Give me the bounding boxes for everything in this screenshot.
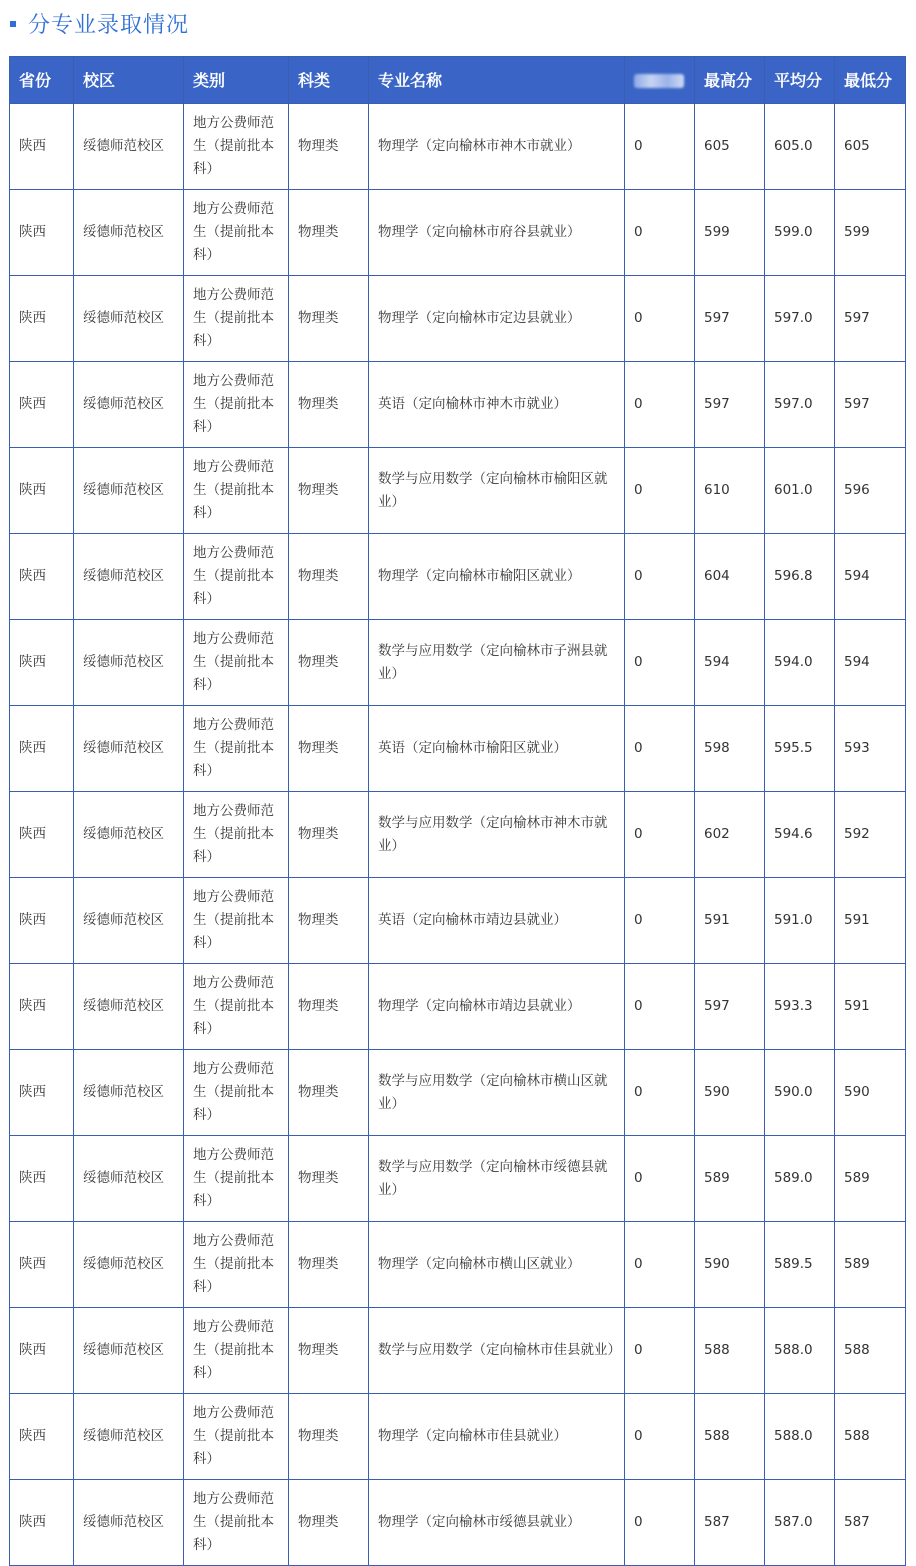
cell-max-score: 590 — [695, 1222, 765, 1308]
cell-province: 陕西 — [10, 190, 74, 276]
cell-avg-score: 593.3 — [765, 964, 835, 1050]
cell-major: 数学与应用数学（定向榆林市榆阳区就业） — [369, 448, 625, 534]
cell-avg-score: 591.0 — [765, 878, 835, 964]
cell-max-score: 588 — [695, 1308, 765, 1394]
cell-count: 0 — [625, 534, 695, 620]
cell-min-score: 597 — [835, 276, 906, 362]
cell-province: 陕西 — [10, 706, 74, 792]
cell-major: 物理学（定向榆林市神木市就业） — [369, 104, 625, 190]
cell-subject-type: 物理类 — [289, 620, 369, 706]
cell-major: 数学与应用数学（定向榆林市横山区就业） — [369, 1050, 625, 1136]
table-row — [10, 1394, 906, 1480]
cell-category: 地方公费师范生（提前批本科） — [184, 534, 289, 620]
table-row — [10, 1222, 906, 1308]
cell-campus: 绥德师范校区 — [74, 1394, 184, 1480]
cell-count: 0 — [625, 964, 695, 1050]
cell-category: 地方公费师范生（提前批本科） — [184, 276, 289, 362]
cell-subject-type: 物理类 — [289, 104, 369, 190]
cell-max-score: 604 — [695, 534, 765, 620]
cell-major: 物理学（定向榆林市定边县就业） — [369, 276, 625, 362]
header-province: 省份 — [10, 57, 74, 104]
cell-count: 0 — [625, 276, 695, 362]
cell-max-score: 597 — [695, 964, 765, 1050]
cell-campus: 绥德师范校区 — [74, 276, 184, 362]
cell-major: 数学与应用数学（定向榆林市神木市就业） — [369, 792, 625, 878]
cell-avg-score: 594.0 — [765, 620, 835, 706]
table-row — [10, 190, 906, 276]
blurred-header-text — [634, 74, 684, 88]
cell-province: 陕西 — [10, 792, 74, 878]
cell-category: 地方公费师范生（提前批本科） — [184, 620, 289, 706]
cell-max-score: 610 — [695, 448, 765, 534]
cell-subject-type: 物理类 — [289, 1480, 369, 1566]
cell-min-score: 594 — [835, 620, 906, 706]
cell-category: 地方公费师范生（提前批本科） — [184, 792, 289, 878]
cell-category: 地方公费师范生（提前批本科） — [184, 1480, 289, 1566]
cell-province: 陕西 — [10, 362, 74, 448]
cell-count: 0 — [625, 1394, 695, 1480]
cell-subject-type: 物理类 — [289, 878, 369, 964]
cell-max-score: 597 — [695, 362, 765, 448]
cell-major: 物理学（定向榆林市横山区就业） — [369, 1222, 625, 1308]
cell-count: 0 — [625, 1050, 695, 1136]
cell-major: 物理学（定向榆林市榆阳区就业） — [369, 534, 625, 620]
header-min-score: 最低分 — [835, 57, 906, 104]
header-max-score: 最高分 — [695, 57, 765, 104]
cell-count: 0 — [625, 362, 695, 448]
cell-category: 地方公费师范生（提前批本科） — [184, 1136, 289, 1222]
cell-avg-score: 605.0 — [765, 104, 835, 190]
cell-campus: 绥德师范校区 — [74, 104, 184, 190]
cell-avg-score: 590.0 — [765, 1050, 835, 1136]
cell-category: 地方公费师范生（提前批本科） — [184, 448, 289, 534]
cell-max-score: 591 — [695, 878, 765, 964]
admission-table — [9, 56, 906, 1566]
header-category: 类别 — [184, 57, 289, 104]
table-row — [10, 104, 906, 190]
cell-max-score: 590 — [695, 1050, 765, 1136]
cell-campus: 绥德师范校区 — [74, 534, 184, 620]
cell-category: 地方公费师范生（提前批本科） — [184, 706, 289, 792]
cell-major: 数学与应用数学（定向榆林市绥德县就业） — [369, 1136, 625, 1222]
table-row — [10, 792, 906, 878]
cell-min-score: 594 — [835, 534, 906, 620]
cell-min-score: 597 — [835, 362, 906, 448]
table-row — [10, 276, 906, 362]
cell-category: 地方公费师范生（提前批本科） — [184, 1222, 289, 1308]
cell-max-score: 589 — [695, 1136, 765, 1222]
cell-min-score: 590 — [835, 1050, 906, 1136]
cell-category: 地方公费师范生（提前批本科） — [184, 1308, 289, 1394]
cell-count: 0 — [625, 1308, 695, 1394]
cell-avg-score: 587.0 — [765, 1480, 835, 1566]
cell-subject-type: 物理类 — [289, 362, 369, 448]
cell-subject-type: 物理类 — [289, 964, 369, 1050]
cell-min-score: 587 — [835, 1480, 906, 1566]
cell-province: 陕西 — [10, 1480, 74, 1566]
cell-avg-score: 595.5 — [765, 706, 835, 792]
table-row — [10, 362, 906, 448]
cell-province: 陕西 — [10, 1222, 74, 1308]
cell-category: 地方公费师范生（提前批本科） — [184, 878, 289, 964]
cell-min-score: 599 — [835, 190, 906, 276]
cell-max-score: 599 — [695, 190, 765, 276]
table-row — [10, 1136, 906, 1222]
table-row — [10, 1480, 906, 1566]
cell-subject-type: 物理类 — [289, 190, 369, 276]
table-body — [10, 104, 906, 1566]
cell-campus: 绥德师范校区 — [74, 792, 184, 878]
cell-max-score: 598 — [695, 706, 765, 792]
cell-campus: 绥德师范校区 — [74, 1222, 184, 1308]
cell-major: 物理学（定向榆林市绥德县就业） — [369, 1480, 625, 1566]
cell-min-score: 591 — [835, 878, 906, 964]
header-blurred — [625, 57, 695, 104]
cell-max-score: 605 — [695, 104, 765, 190]
cell-campus: 绥德师范校区 — [74, 1480, 184, 1566]
cell-campus: 绥德师范校区 — [74, 362, 184, 448]
table-row — [10, 448, 906, 534]
cell-campus: 绥德师范校区 — [74, 878, 184, 964]
cell-major: 物理学（定向榆林市靖边县就业） — [369, 964, 625, 1050]
header-campus: 校区 — [74, 57, 184, 104]
cell-min-score: 588 — [835, 1308, 906, 1394]
cell-province: 陕西 — [10, 1136, 74, 1222]
cell-major: 物理学（定向榆林市府谷县就业） — [369, 190, 625, 276]
cell-avg-score: 599.0 — [765, 190, 835, 276]
cell-major: 英语（定向榆林市榆阳区就业） — [369, 706, 625, 792]
cell-campus: 绥德师范校区 — [74, 620, 184, 706]
cell-subject-type: 物理类 — [289, 1136, 369, 1222]
cell-avg-score: 596.8 — [765, 534, 835, 620]
cell-count: 0 — [625, 1480, 695, 1566]
cell-avg-score: 597.0 — [765, 276, 835, 362]
cell-count: 0 — [625, 1136, 695, 1222]
cell-max-score: 602 — [695, 792, 765, 878]
section-header — [10, 6, 189, 40]
cell-major: 数学与应用数学（定向榆林市子洲县就业） — [369, 620, 625, 706]
cell-avg-score: 589.0 — [765, 1136, 835, 1222]
cell-min-score: 605 — [835, 104, 906, 190]
section-title: 分专业录取情况 — [28, 12, 190, 38]
cell-campus: 绥德师范校区 — [74, 964, 184, 1050]
cell-min-score: 592 — [835, 792, 906, 878]
cell-count: 0 — [625, 620, 695, 706]
header-subject-type: 科类 — [289, 57, 369, 104]
cell-count: 0 — [625, 706, 695, 792]
cell-min-score: 589 — [835, 1222, 906, 1308]
cell-count: 0 — [625, 792, 695, 878]
cell-avg-score: 601.0 — [765, 448, 835, 534]
cell-category: 地方公费师范生（提前批本科） — [184, 362, 289, 448]
cell-max-score: 588 — [695, 1394, 765, 1480]
cell-max-score: 594 — [695, 620, 765, 706]
cell-avg-score: 588.0 — [765, 1308, 835, 1394]
cell-category: 地方公费师范生（提前批本科） — [184, 190, 289, 276]
table-row — [10, 964, 906, 1050]
cell-campus: 绥德师范校区 — [74, 1050, 184, 1136]
cell-count: 0 — [625, 878, 695, 964]
header-major: 专业名称 — [369, 57, 625, 104]
cell-min-score: 591 — [835, 964, 906, 1050]
table-row — [10, 620, 906, 706]
cell-province: 陕西 — [10, 620, 74, 706]
cell-subject-type: 物理类 — [289, 1394, 369, 1480]
header-avg-score: 平均分 — [765, 57, 835, 104]
cell-category: 地方公费师范生（提前批本科） — [184, 104, 289, 190]
cell-campus: 绥德师范校区 — [74, 1308, 184, 1394]
cell-major: 英语（定向榆林市靖边县就业） — [369, 878, 625, 964]
cell-count: 0 — [625, 1222, 695, 1308]
table-header-row — [10, 57, 906, 104]
cell-province: 陕西 — [10, 878, 74, 964]
cell-province: 陕西 — [10, 1308, 74, 1394]
cell-province: 陕西 — [10, 276, 74, 362]
cell-avg-score: 594.6 — [765, 792, 835, 878]
cell-subject-type: 物理类 — [289, 534, 369, 620]
cell-province: 陕西 — [10, 1050, 74, 1136]
cell-campus: 绥德师范校区 — [74, 1136, 184, 1222]
cell-count: 0 — [625, 104, 695, 190]
cell-province: 陕西 — [10, 1394, 74, 1480]
cell-province: 陕西 — [10, 448, 74, 534]
cell-major: 数学与应用数学（定向榆林市佳县就业） — [369, 1308, 625, 1394]
cell-avg-score: 597.0 — [765, 362, 835, 448]
cell-min-score: 596 — [835, 448, 906, 534]
cell-min-score: 593 — [835, 706, 906, 792]
table-row — [10, 534, 906, 620]
cell-subject-type: 物理类 — [289, 706, 369, 792]
bullet-square-icon — [10, 21, 16, 27]
cell-category: 地方公费师范生（提前批本科） — [184, 1394, 289, 1480]
table-row — [10, 878, 906, 964]
cell-province: 陕西 — [10, 104, 74, 190]
cell-category: 地方公费师范生（提前批本科） — [184, 1050, 289, 1136]
cell-avg-score: 588.0 — [765, 1394, 835, 1480]
table-row — [10, 706, 906, 792]
cell-min-score: 589 — [835, 1136, 906, 1222]
table-row — [10, 1050, 906, 1136]
cell-count: 0 — [625, 190, 695, 276]
cell-max-score: 597 — [695, 276, 765, 362]
cell-province: 陕西 — [10, 964, 74, 1050]
cell-min-score: 588 — [835, 1394, 906, 1480]
cell-major: 英语（定向榆林市神木市就业） — [369, 362, 625, 448]
cell-campus: 绥德师范校区 — [74, 190, 184, 276]
cell-subject-type: 物理类 — [289, 1308, 369, 1394]
cell-max-score: 587 — [695, 1480, 765, 1566]
cell-subject-type: 物理类 — [289, 1050, 369, 1136]
cell-subject-type: 物理类 — [289, 1222, 369, 1308]
cell-major: 物理学（定向榆林市佳县就业） — [369, 1394, 625, 1480]
cell-count: 0 — [625, 448, 695, 534]
cell-subject-type: 物理类 — [289, 792, 369, 878]
cell-campus: 绥德师范校区 — [74, 706, 184, 792]
cell-campus: 绥德师范校区 — [74, 448, 184, 534]
cell-subject-type: 物理类 — [289, 448, 369, 534]
table-row — [10, 1308, 906, 1394]
cell-subject-type: 物理类 — [289, 276, 369, 362]
cell-category: 地方公费师范生（提前批本科） — [184, 964, 289, 1050]
cell-province: 陕西 — [10, 534, 74, 620]
cell-avg-score: 589.5 — [765, 1222, 835, 1308]
